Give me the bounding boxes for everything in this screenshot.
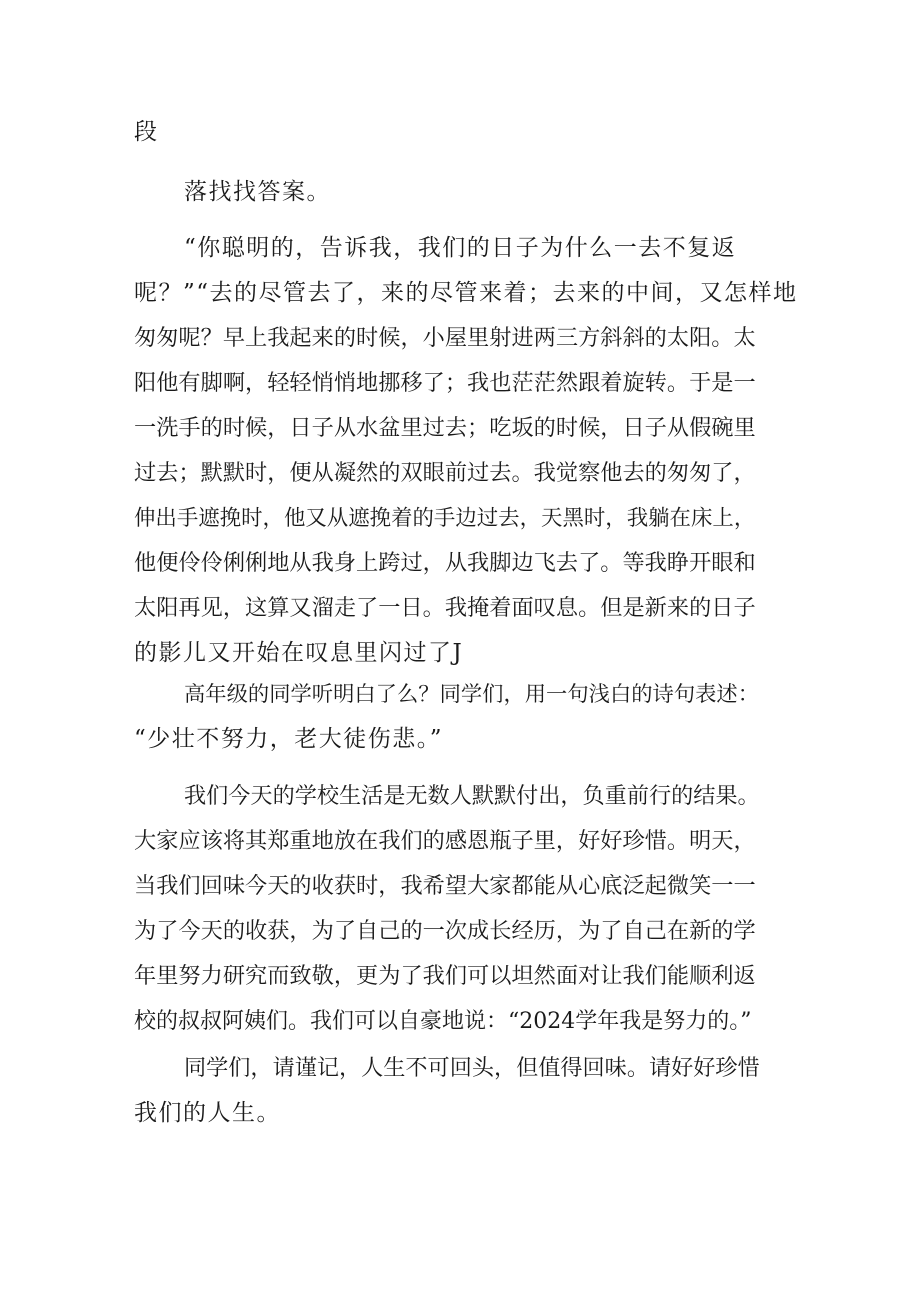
text-line: 我们今天的学校生活是无数人默默付出，负重前行的结果。 [184,783,760,809]
paragraph-closing [134,1046,810,1136]
text-line: 高年级的同学听明白了么？同学们，用一句浅白的诗句表述： [184,682,760,707]
text-line: 当我们回味今天的收获时，我希望大家都能从心底泛起微笑一一 [134,873,756,899]
text-line: 过去；默默时，便从凝然的双眼前过去。我觉察他去的匆匆了， [134,460,756,486]
text-line: 年里努力研究而致敬，更为了我们可以坦然面对让我们能顺利返 [134,963,756,989]
text-line: 阳他有脚啊，轻轻悄悄地挪移了；我也茫茫然跟着旋转。于是一 [134,370,756,396]
text-line: 匆匆呢？早上我起来的时候，小屋里射进两三方斜斜的太阳。太 [134,325,756,351]
text-line: 他便伶伶俐俐地从我身上跨过，从我脚边飞去了。等我睁开眼和 [134,550,756,576]
paragraph-poem [134,672,810,762]
text-line: 大家应该将其郑重地放在我们的感恩瓶子里，好好珍惜。明天， [134,828,756,854]
text-line: 伸出手遮挽时，他又从遮挽着的手边过去，天黑时，我躺在床上， [134,506,756,531]
paragraph-gratitude [134,774,810,1044]
text-line: 为了今天的收获，为了自己的一次成长经历，为了自己在新的学 [134,918,756,944]
text-line: 太阳再见，这算又溜走了一日。我掩着面叹息。但是新来的日子 [134,595,756,621]
text-line: “你聪明的，告诉我，我们的日子为什么一去不复返 [184,235,737,261]
text-line: 一洗手的时候，日子从水盆里过去；吃坂的时候，日子从假碗里 [134,415,756,441]
paragraph-fragment-start [134,110,810,155]
text-line: 我们的人生。 [134,1100,281,1126]
text-line: 段 [134,119,159,145]
text-line: 校的叔叔阿姨们。我们可以自豪地说：“2024学年我是努力的。” [134,1009,752,1034]
text-line: “少壮不努力，老大徒伤悲。” [134,726,444,752]
text-line: 呢？”“去的尽管去了，来的尽管来着；去来的中间，又怎样地 [134,280,798,306]
paragraph-quote [134,226,810,676]
text-line: 的影儿又开始在叹息里闪过了J [134,640,464,666]
text-line: 落找找答案。 [184,179,331,205]
text-line: 同学们，请谨记，人生不可回头，但值得回味。请好好珍惜 [184,1055,760,1081]
paragraph-answer [134,170,810,215]
